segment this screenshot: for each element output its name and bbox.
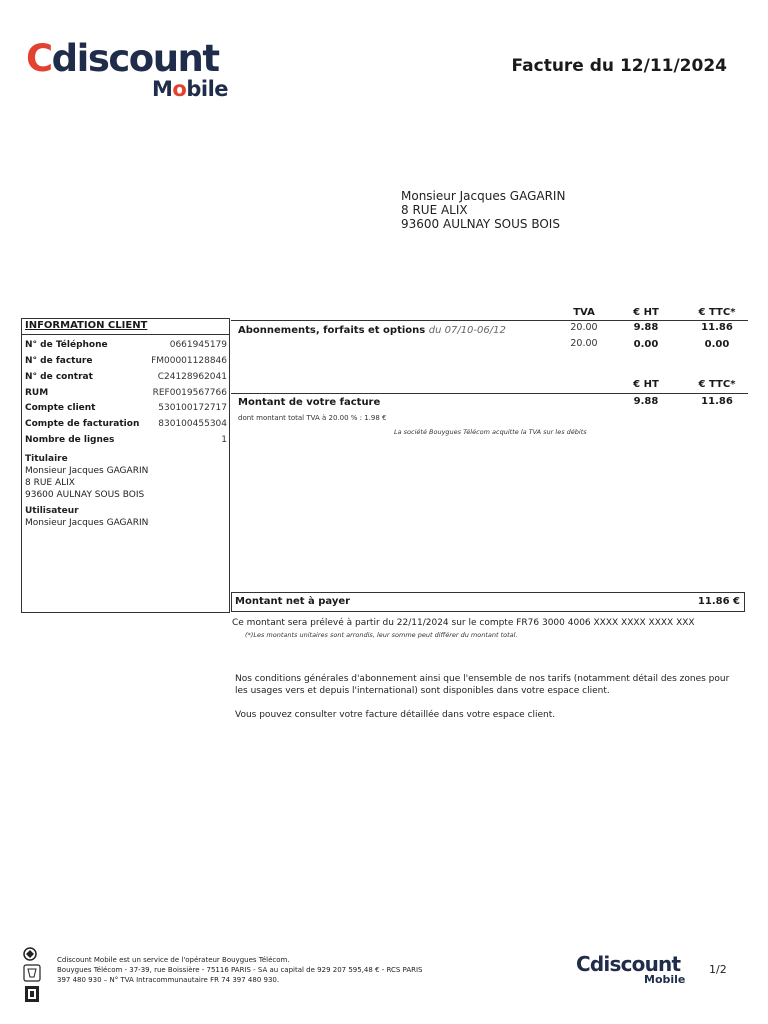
row-subscriptions-label xyxy=(238,325,506,336)
conditions-text: Nos conditions générales d'abonnement ainsi que l'ensemble de nos tarifs (notamment détail des zones pour les usages vers et depuis l'international) sont disponibles dans votre espace client. xyxy=(235,674,730,696)
info-value: REF0019567766 xyxy=(152,388,227,398)
debit-note: Ce montant sera prélevé à partir du 22/11/2024 sur le compte FR76 3000 4006 XXXX XXXX XXXX XXX xyxy=(232,618,695,628)
rounding-note: (*)Les montants unitaires sont arrondis, leur somme peut différer du montant total. xyxy=(245,631,518,639)
holder-title: Titulaire xyxy=(25,454,68,464)
net-amount-box xyxy=(231,592,745,612)
info-row-rum xyxy=(25,386,227,400)
footer-legal-text xyxy=(57,955,422,985)
col-header-ttc: € TTC* xyxy=(698,307,736,318)
info-value: 830100455304 xyxy=(158,419,227,429)
logo-mobile: Mobile xyxy=(152,77,229,101)
tva-debits-note: La société Bouygues Télécom acquitte la TVA sur les débits xyxy=(394,428,587,436)
total-ttc: 11.86 xyxy=(701,396,733,407)
user-block xyxy=(25,505,148,529)
info-row-client-account xyxy=(25,401,227,415)
recipient-city: 93600 AULNAY SOUS BOIS xyxy=(401,217,560,231)
logo-wordmark: Cdiscount xyxy=(26,37,219,80)
info-value: C24128962041 xyxy=(157,372,227,382)
info-row-billing-account xyxy=(25,417,227,431)
info-label: N° de Téléphone xyxy=(25,340,108,350)
holder-street: 8 RUE ALIX xyxy=(25,478,75,488)
info-value: 1 xyxy=(221,435,227,445)
recipient-name: Monsieur Jacques GAGARIN xyxy=(401,189,566,203)
row2-tva: 20.00 xyxy=(570,338,598,349)
col-header-ht: € HT xyxy=(633,307,659,318)
holder-block xyxy=(25,453,148,501)
table-top-rule xyxy=(231,320,748,321)
footer-line-3: 397 480 930 – N° TVA Intracommunautaire FR 74 397 480 930. xyxy=(57,976,280,984)
col-header-tva: TVA xyxy=(573,307,595,318)
info-label: RUM xyxy=(25,388,49,398)
info-row-phone xyxy=(25,338,227,352)
info-label: Nombre de lignes xyxy=(25,435,115,445)
footer-logo-wordmark: Cdiscount xyxy=(576,952,681,976)
total-header-ttc: € TTC* xyxy=(698,379,736,390)
consult-text: Vous pouvez consulter votre facture détaillée dans votre espace client. xyxy=(235,710,556,720)
footer-cdiscount-mobile-logo xyxy=(576,952,696,990)
net-amount-label: Montant net à payer xyxy=(235,596,351,607)
client-info-box xyxy=(21,318,230,613)
recycle-triman-icon xyxy=(21,946,45,1006)
recipient-street: 8 RUE ALIX xyxy=(401,203,468,217)
total-header-ht: € HT xyxy=(633,379,659,390)
net-amount-value: 11.86 € xyxy=(697,596,740,607)
info-value: FM00001128846 xyxy=(151,356,227,366)
info-row-line-count xyxy=(25,433,227,447)
holder-name: Monsieur Jacques GAGARIN xyxy=(25,466,149,476)
client-info-title: INFORMATION CLIENT xyxy=(25,320,148,331)
info-label: Compte client xyxy=(25,403,96,413)
row1-ttc: 11.86 xyxy=(701,322,733,333)
total-ht: 9.88 xyxy=(633,396,659,407)
footer-line-2: Bouygues Télécom - 37-39, rue Boissière - 75116 PARIS - SA au capital de 929 207 595,48 € - RCS PARIS xyxy=(57,966,423,974)
holder-city: 93600 AULNAY SOUS BOIS xyxy=(25,490,145,500)
info-value: 530100172717 xyxy=(158,403,227,413)
user-name: Monsieur Jacques GAGARIN xyxy=(25,518,149,528)
row1-ht: 9.88 xyxy=(633,322,659,333)
footer-line-1: Cdiscount Mobile est un service de l'opérateur Bouygues Télécom. xyxy=(57,956,290,964)
row-label-text: Abonnements, forfaits et options xyxy=(238,325,426,336)
row1-tva: 20.00 xyxy=(570,322,598,333)
info-value: 0661945179 xyxy=(169,340,227,350)
info-row-contract xyxy=(25,370,227,384)
tva-note: dont montant total TVA à 20.00 % : 1.98 € xyxy=(238,414,387,422)
invoice-title: Facture du 12/11/2024 xyxy=(511,56,727,76)
row2-ttc: 0.00 xyxy=(704,339,730,350)
footer-logo-mobile: Mobile xyxy=(644,973,686,986)
totals-rule xyxy=(231,393,748,394)
page-number: 1/2 xyxy=(709,963,727,976)
info-label: Compte de facturation xyxy=(25,419,140,429)
row2-ht: 0.00 xyxy=(633,339,659,350)
row-period: du 07/10-06/12 xyxy=(428,325,506,336)
info-label: N° de contrat xyxy=(25,372,93,382)
divider xyxy=(22,334,229,335)
info-label: N° de facture xyxy=(25,356,93,366)
user-title: Utilisateur xyxy=(25,506,79,516)
footer-eco-icons xyxy=(21,946,45,1006)
info-row-invoice-number xyxy=(25,354,227,368)
total-label: Montant de votre facture xyxy=(238,397,381,408)
cdiscount-mobile-logo xyxy=(26,36,246,106)
recipient-address xyxy=(401,189,565,231)
